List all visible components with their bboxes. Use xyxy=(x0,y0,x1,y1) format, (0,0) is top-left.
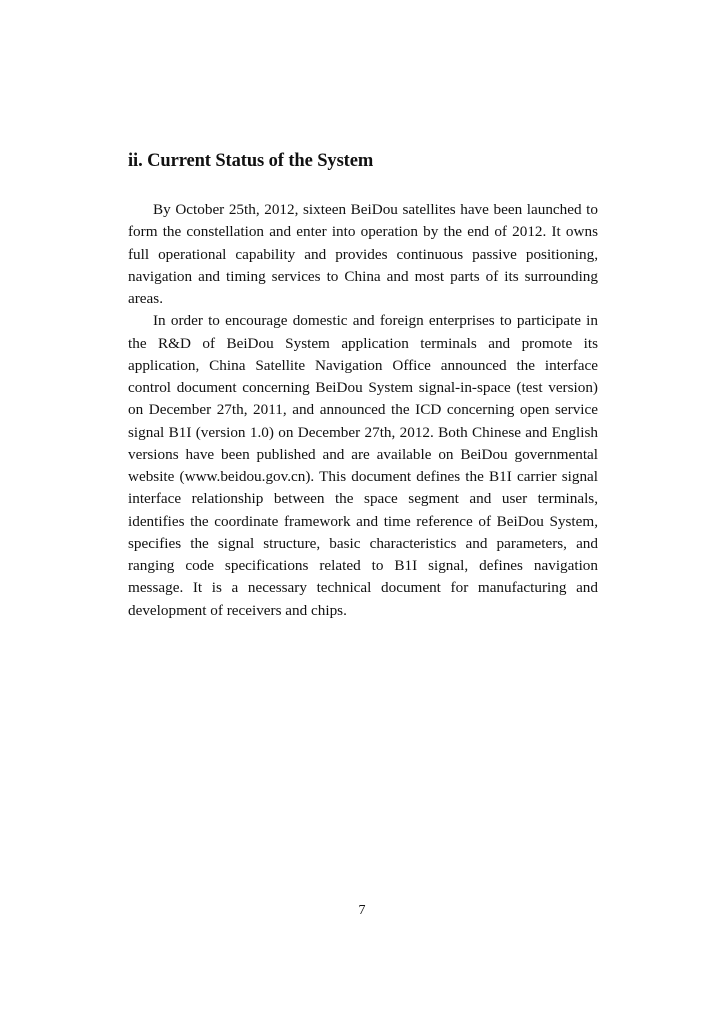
section-heading: ii. Current Status of the System xyxy=(128,151,374,171)
page-number: 7 xyxy=(358,903,366,918)
body-text xyxy=(128,199,598,622)
paragraph-current-status: By October 25th, 2012, sixteen BeiDou satellites have been launched to form the constellation and enter into operation by the end of 2012. It owns full operational capability and provides continuous passive positioning, navigation and timing services to China and most parts of its surrounding areas. xyxy=(128,201,598,307)
paragraph-icd-announcement: In order to encourage domestic and foreign enterprises to participate in the R&D of BeiDou System application terminals and promote its application, China Satellite Navigation Office announced the interface control document concerning BeiDou System signal-in-space (test version) on December 27th, 2011, and announced the ICD concerning open service signal B1I (version 1.0) on December 27th, 2012. Both Chinese and English versions have been published and are available on BeiDou governmental website (www.beidou.gov.cn). This document defines the B1I carrier signal interface relationship between the space segment and user terminals, identifies the coordinate framework and time reference of BeiDou System, specifies the signal structure, basic characteristics and parameters, and ranging code specifications related to B1I signal, defines navigation message. It is a necessary technical document for manufacturing and development of receivers and chips. xyxy=(128,312,598,619)
